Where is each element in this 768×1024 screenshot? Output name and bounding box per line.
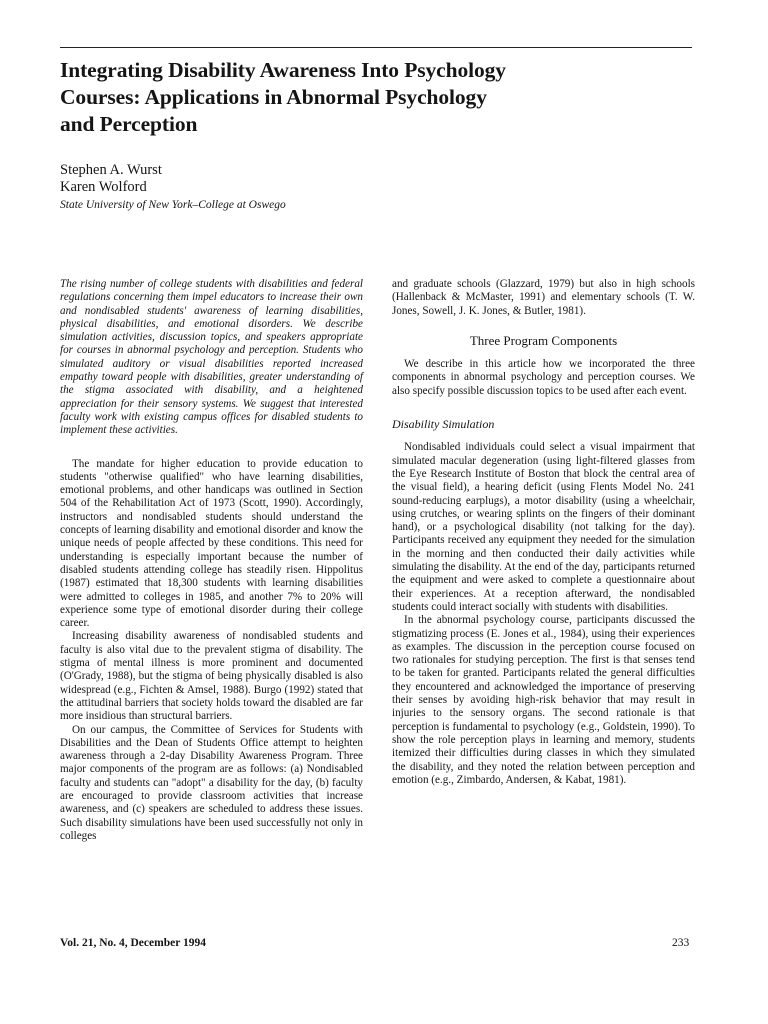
page-number: 233: [672, 937, 690, 949]
subsection-heading: Disability Simulation: [392, 417, 495, 432]
title-line: Courses: Applications in Abnormal Psychology: [60, 85, 487, 109]
journal-citation: Vol. 21, No. 4, December 1994: [60, 937, 206, 949]
top-rule: [60, 47, 692, 48]
left-column: [60, 278, 363, 843]
right-column: [392, 278, 695, 787]
body-paragraph: We describe in this article how we incorporated the three components in abnormal psychology and perception courses. We also specify possible discussion topics to be used after each event.: [392, 358, 695, 397]
body-paragraph: In the abnormal psychology course, participants discussed the stigmatizing process (E. Jones et al., 1984), using their experiences as examples. The discussion in the perception course focused on two rationales for studying perception. The first is that senses tend to be taken for granted. Participants related the general difficulties they encountered and acknowledged the importance of preserving their senses by avoiding high-risk behavior that may result in injuries to the sensory organs. The second rationale is that perception is fundamental to psychology (e.g., Goldstein, 1990). To show the role perception plays in learning and memory, students itemized their difficulties during classes in which they simulated the disability, and they noted the relation between perception and emotion (e.g., Zimbardo, Andersen, & Kabat, 1981).: [392, 614, 695, 786]
body-paragraph: and graduate schools (Glazzard, 1979) but also in high schools (Hallenback & McMaster, 1991) and elementary schools (T. W. Jones, Sowell, J. K. Jones, & Butler, 1981).: [392, 278, 695, 317]
title-line: and Perception: [60, 112, 198, 136]
body-paragraph: On our campus, the Committee of Services for Students with Disabilities and the Dean of Students Office attempt to heighten awareness through a 2-day Disability Awareness Program. Three major components of the program are as follows: (a) Nondisabled faculty and students can "adopt" a disability for the day, (b) faculty are encouraged to provide classroom activities that increase awareness, and (c) speakers are scheduled to address these issues. Such disability simulations have been used successfully not only in colleges: [60, 723, 363, 842]
abstract: The rising number of college students with disabilities and federal regulations concerning them impel educators to increase their own and nondisabled students' awareness of learning disabilities, physical disabilities, and emotional disorders. We describe simulation activities, discussion topics, and speakers appropriate for courses in abnormal psychology and perception. Students who simulated auditory or visual disabilities reported increased empathy toward people with disabilities, greater understanding of the stigma associated with disability, and a heightened appreciation for their sensory systems. We suggest that interested faculty work with existing campus offices for disabled students to implement these activities.: [60, 278, 363, 437]
article-title: [60, 57, 660, 138]
body-paragraph: Increasing disability awareness of nondisabled students and faculty is also vital due to the prevalent stigma of disability. The stigma of mental illness is more prominent and documented (O'Grady, 1988), but the stigma of being physically disabled is also widespread (e.g., Fichten & Amsel, 1988). Burgo (1992) stated that the attitudinal barriers that society holds toward the disabled are far more insidious than structural barriers.: [60, 630, 363, 723]
affiliation: State University of New York–College at Oswego: [60, 199, 286, 211]
title-line: Integrating Disability Awareness Into Psychology: [60, 58, 506, 82]
section-heading: Three Program Components: [469, 332, 618, 348]
author-block: [60, 162, 286, 213]
author-name: Stephen A. Wurst: [60, 162, 162, 178]
body-paragraph: Nondisabled individuals could select a visual impairment that simulated macular degeneration (using light-filtered glasses from the Eye Research Institute of Boston that block the central area of the visual field), a hearing deficit (using Flents Model No. 241 sound-reducing earplugs), a motor disability (using a wheelchair, using crutches, or wearing splints on the fingers of their dominant hand), or a psychological disability (not talking for the day). Participants received any equipment they needed for the simulation in the morning and then conducted their daily activities while simulating the disability. At the end of the day, participants returned the equipment and were asked to complete a questionnaire about their experiences. At a reception afterward, the nondisabled students could interact socially with students with disabilities.: [392, 441, 695, 613]
author-name: Karen Wolford: [60, 179, 147, 195]
body-paragraph: The mandate for higher education to provide education to students "otherwise qualified" who have learning disabilities, emotional problems, and other handicaps was outlined in Section 504 of the Rehabilitation Act of 1973 (Scott, 1990). Accordingly, instructors and nondisabled students should understand the concepts of learning disability and emotional disorder and know the unique needs of people affected by these conditions. This need for understanding is especially important because the number of disabled students attending college has steadily risen. Hippolitus (1987) estimated that 18,300 students with learning disabilities were admitted to colleges in 1985, and another 7% to 20% will experience some type of emotional disorder during their college career.: [60, 457, 363, 630]
